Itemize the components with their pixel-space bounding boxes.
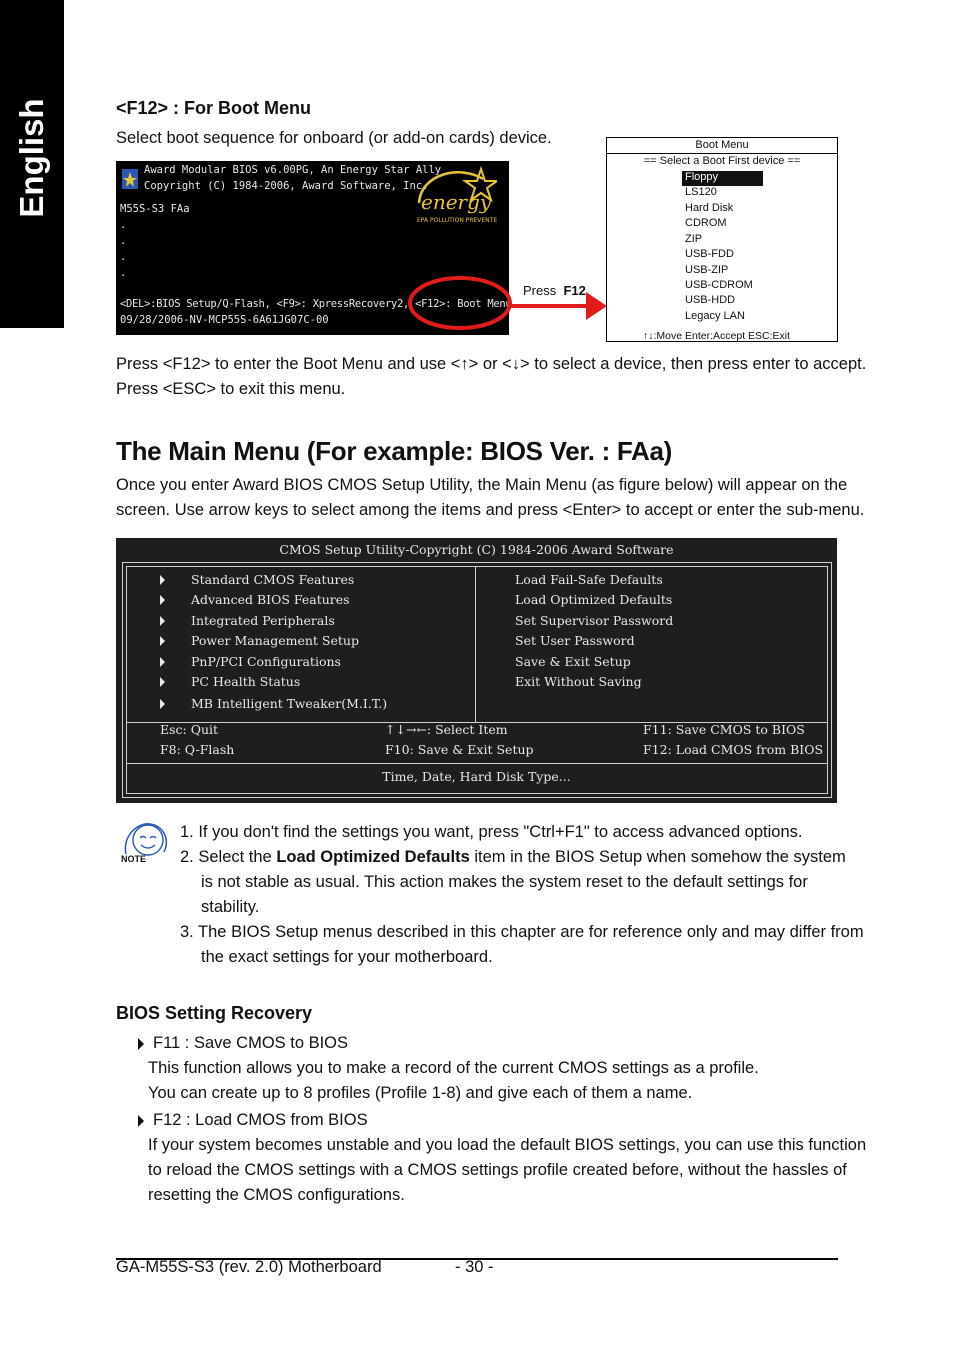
f12-instruction: Press <F12> to enter the Boot Menu and use <↑> or <↓> to select a device, then press enter to accept.: [116, 355, 867, 373]
post-model: M55S-S3 FAa: [120, 203, 190, 215]
f12-desc: to reload the CMOS settings with a CMOS settings profile created before, without the hassles of: [148, 1161, 847, 1179]
press-label: Press: [523, 283, 557, 298]
award-logo-icon: [120, 167, 140, 194]
boot-item[interactable]: CDROM: [685, 217, 727, 229]
f11-desc: You can create up to 8 profiles (Profile 1-8) and give each of them a name.: [148, 1084, 693, 1102]
bios-key-f11: F11: Save CMOS to BIOS: [643, 722, 805, 737]
boot-item[interactable]: USB-FDD: [685, 248, 734, 260]
boot-item[interactable]: USB-ZIP: [685, 264, 729, 276]
note-item-3-cont: the exact settings for your motherboard.: [201, 948, 493, 966]
recovery-heading: BIOS Setting Recovery: [116, 1003, 313, 1023]
note-item-3: 3. The BIOS Setup menus described in this chapter are for reference only and may differ from: [180, 923, 864, 941]
note-item-2-cont: stability.: [201, 898, 260, 916]
note-item-2-cont: is not stable as usual. This action makes the system reset to the default settings for: [201, 873, 808, 891]
bios-menu-item[interactable]: Load Fail-Safe Defaults: [515, 572, 663, 587]
bios-menu-item[interactable]: Set Supervisor Password: [515, 613, 674, 628]
bios-main-menu: [116, 538, 837, 803]
bios-title: CMOS Setup Utility-Copyright (C) 1984-2006 Award Software: [279, 542, 674, 557]
bios-menu-item[interactable]: Integrated Peripherals: [191, 613, 335, 628]
bios-menu-item[interactable]: Save & Exit Setup: [515, 654, 631, 669]
post-bios-id: 09/28/2006-NV-MCP55S-6A61JG07C-00: [120, 314, 329, 326]
press-f12-label: [523, 283, 586, 298]
boot-item[interactable]: ZIP: [685, 233, 703, 245]
boot-item-selected[interactable]: Floppy: [682, 171, 763, 186]
post-dot: .: [120, 219, 127, 231]
epa-caption: EPA POLLUTION PREVENTER: [417, 217, 497, 224]
bullet-icon: [138, 1115, 144, 1127]
boot-item[interactable]: Hard Disk: [685, 202, 734, 214]
main-menu-heading: The Main Menu (For example: BIOS Ver. : FAa): [116, 436, 673, 466]
bios-menu-item[interactable]: Load Optimized Defaults: [515, 592, 673, 607]
boot-menu-footer: ↑↓:Move Enter:Accept ESC:Exit: [643, 330, 791, 342]
main-menu-para: screen. Use arrow keys to select among the items and press <Enter> to accept or enter the sub-menu.: [116, 501, 865, 519]
main-menu-para: Once you enter Award BIOS CMOS Setup Utility, the Main Menu (as figure below) will appear on the: [116, 476, 848, 494]
bios-menu-item[interactable]: Set User Password: [515, 633, 635, 648]
post-dot: .: [120, 235, 127, 247]
bios-menu-item[interactable]: Power Management Setup: [191, 633, 359, 648]
energy-logo-word: energy: [421, 190, 492, 214]
boot-item[interactable]: Legacy LAN: [685, 310, 745, 322]
f12-callout-arrow: [400, 270, 610, 340]
bios-key-f10: F10: Save & Exit Setup: [385, 742, 534, 757]
language-tab-label: English: [13, 98, 50, 218]
bios-key-f12: F12: Load CMOS from BIOS: [643, 742, 824, 757]
f12-desc: resetting the CMOS configurations.: [148, 1186, 405, 1204]
f12-heading: <F12> : For Boot Menu: [116, 98, 312, 118]
post-hotkeys: <DEL>:BIOS Setup/Q-Flash, <F9>: XpressRecovery2, <F12>: Boot Menu: [120, 298, 512, 310]
note-icon-label: NOTE: [121, 854, 147, 864]
post-dot: .: [120, 267, 127, 279]
f11-title: F11 : Save CMOS to BIOS: [153, 1034, 349, 1052]
bios-menu-item[interactable]: PC Health Status: [191, 674, 301, 689]
boot-menu: [606, 137, 838, 342]
bios-menu-item[interactable]: Standard CMOS Features: [191, 572, 355, 587]
f11-desc: This function allows you to make a record of the current CMOS settings as a profile.: [148, 1059, 759, 1077]
post-copyright: Copyright (C) 1984-2006, Award Software, Inc.: [144, 180, 429, 192]
note-bold-term: Load Optimized Defaults: [276, 848, 470, 866]
bios-status-line: Time, Date, Hard Disk Type...: [382, 769, 571, 784]
boot-menu-subtitle: == Select a Boot First device ==: [643, 155, 801, 167]
energy-star-logo: [411, 163, 497, 228]
bios-key-f8: F8: Q-Flash: [160, 742, 235, 757]
boot-menu-title: Boot Menu: [695, 139, 749, 151]
bios-menu-item[interactable]: PnP/PCI Configurations: [191, 654, 341, 669]
bios-key-select: ↑↓→←: Select Item: [385, 722, 508, 737]
post-dot: .: [120, 251, 127, 263]
bios-menu-item[interactable]: Exit Without Saving: [515, 674, 642, 689]
bios-key-esc: Esc: Quit: [160, 722, 219, 737]
note-item-1: 1. If you don't find the settings you want, press "Ctrl+F1" to access advanced options.: [180, 823, 803, 841]
f12-desc: If your system becomes unstable and you load the default BIOS settings, you can use this function: [148, 1136, 867, 1154]
bios-menu-item[interactable]: Advanced BIOS Features: [191, 592, 350, 607]
f12-instruction: Press <ESC> to exit this menu.: [116, 380, 346, 398]
note-item-2: 2. Select the Load Optimized Defaults item in the BIOS Setup when somehow the system: [180, 848, 846, 866]
post-bios-version: Award Modular BIOS v6.00PG, An Energy Star Ally: [144, 164, 442, 176]
f12-description: Select boot sequence for onboard (or add-on cards) device.: [116, 129, 552, 147]
boot-item[interactable]: USB-HDD: [685, 294, 736, 306]
boot-item[interactable]: LS120: [685, 186, 717, 198]
page-number: - 30 -: [455, 1258, 494, 1276]
bios-menu-item[interactable]: MB Intelligent Tweaker(M.I.T.): [191, 696, 388, 711]
note-icon: [118, 818, 178, 871]
f12-title: F12 : Load CMOS from BIOS: [153, 1111, 368, 1129]
boot-item[interactable]: USB-CDROM: [685, 279, 753, 291]
bullet-icon: [138, 1038, 144, 1050]
language-tab: [0, 0, 64, 328]
footer-model: GA-M55S-S3 (rev. 2.0) Motherboard: [116, 1258, 382, 1276]
press-key: F12: [563, 283, 586, 298]
